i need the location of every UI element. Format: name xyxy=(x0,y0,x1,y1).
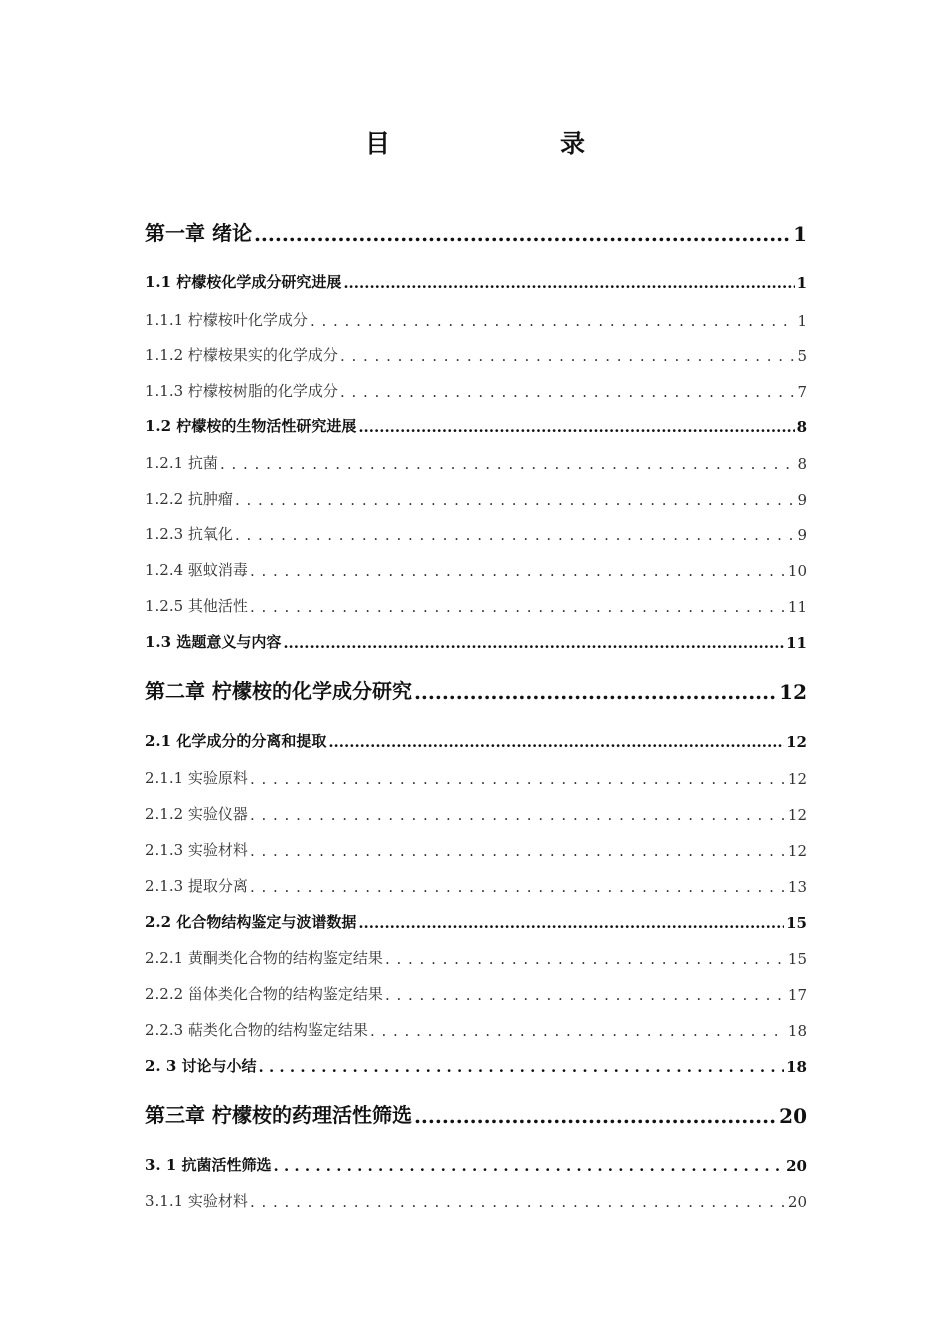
toc-dot-leader xyxy=(254,222,791,246)
toc-dot-leader xyxy=(250,806,786,824)
toc-entry-label: 1.1.3 柠檬桉树脂的化学成分 xyxy=(145,382,338,400)
toc-entry[interactable] xyxy=(145,270,807,292)
toc-entry[interactable] xyxy=(145,676,807,704)
toc-entry[interactable] xyxy=(145,414,807,436)
toc-entry-page-number: 1 xyxy=(793,222,807,246)
toc-entry[interactable] xyxy=(145,802,807,824)
toc-entry-label: 第一章 绪论 xyxy=(145,221,252,245)
toc-entry-page-number: 12 xyxy=(787,806,807,824)
toc-entry[interactable] xyxy=(145,1018,807,1040)
toc-entry-label: 2.2.1 黄酮类化合物的结构鉴定结果 xyxy=(145,949,383,967)
toc-entry-label: 1.2.1 抗菌 xyxy=(145,454,218,472)
toc-entry-label: 第二章 柠檬桉的化学成分研究 xyxy=(145,679,412,703)
toc-entry-label: 3. 1 抗菌活性筛选 xyxy=(145,1156,272,1174)
toc-dot-leader xyxy=(310,312,796,330)
toc-entry-label: 1.3 选题意义与内容 xyxy=(145,633,282,651)
toc-dot-leader xyxy=(250,1193,786,1211)
toc-entry-label: 2.1.2 实验仪器 xyxy=(145,805,248,823)
toc-entry[interactable] xyxy=(145,874,807,896)
toc-entry[interactable] xyxy=(145,1054,807,1076)
toc-entry-page-number: 9 xyxy=(797,491,807,509)
toc-dot-leader xyxy=(250,842,786,860)
toc-entry-page-number: 9 xyxy=(797,526,807,544)
toc-entry[interactable] xyxy=(145,910,807,932)
toc-entry-page-number: 18 xyxy=(787,1022,807,1040)
toc-dot-leader xyxy=(414,680,777,704)
toc-dot-leader xyxy=(370,1022,786,1040)
toc-dot-leader xyxy=(328,733,784,751)
toc-entry-page-number: 20 xyxy=(787,1193,807,1211)
toc-entry[interactable] xyxy=(145,522,807,544)
toc-entry-label: 1.2.2 抗肿瘤 xyxy=(145,490,233,508)
toc-dot-leader xyxy=(220,455,796,473)
toc-dot-leader xyxy=(250,770,786,788)
toc-entry-label: 2.2.2 甾体类化合物的结构鉴定结果 xyxy=(145,985,383,1003)
toc-entry[interactable] xyxy=(145,630,807,652)
toc-entry-label: 2.1 化学成分的分离和提取 xyxy=(145,732,327,750)
toc-entry-page-number: 1 xyxy=(797,312,807,330)
toc-entry-page-number: 12 xyxy=(787,770,807,788)
toc-entry-page-number: 1 xyxy=(796,274,807,292)
toc-entry[interactable] xyxy=(145,766,807,788)
toc-entry-label: 2.1.3 提取分离 xyxy=(145,877,248,895)
toc-dot-leader xyxy=(250,878,786,896)
toc-entry-label: 1.2 柠檬桉的生物活性研究进展 xyxy=(145,417,357,435)
toc-entry[interactable] xyxy=(145,1189,807,1211)
toc-entry[interactable] xyxy=(145,729,807,751)
toc-dot-leader xyxy=(340,383,796,401)
toc-entry-label: 2.1.3 实验材料 xyxy=(145,841,248,859)
toc-entry[interactable] xyxy=(145,982,807,1004)
toc-entry-page-number: 5 xyxy=(797,347,807,365)
toc-entry-label: 1.2.5 其他活性 xyxy=(145,597,248,615)
toc-entry[interactable] xyxy=(145,838,807,860)
toc-dot-leader xyxy=(259,1058,785,1076)
toc-entry-label: 2.2.3 萜类化合物的结构鉴定结果 xyxy=(145,1021,368,1039)
toc-entry[interactable] xyxy=(145,558,807,580)
toc-entry-label: 1.2.4 驱蚊消毒 xyxy=(145,561,248,579)
toc-entry-page-number: 15 xyxy=(786,914,807,932)
toc-entry[interactable] xyxy=(145,1153,807,1175)
toc-entry-page-number: 10 xyxy=(787,562,807,580)
toc-entry-page-number: 15 xyxy=(787,950,807,968)
toc-entry[interactable] xyxy=(145,946,807,968)
toc-entry-page-number: 18 xyxy=(786,1058,807,1076)
toc-dot-leader xyxy=(358,418,794,436)
toc-entry-page-number: 12 xyxy=(779,680,807,704)
toc-entry-label: 2.2 化合物结构鉴定与波谱数据 xyxy=(145,913,357,931)
toc-entry-page-number: 12 xyxy=(786,733,807,751)
toc-entry-page-number: 11 xyxy=(787,598,807,616)
toc-dot-leader xyxy=(343,274,794,292)
toc-entry-page-number: 20 xyxy=(779,1104,807,1128)
toc-entry-label: 第三章 柠檬桉的药理活性筛选 xyxy=(145,1103,412,1127)
toc-entry-page-number: 8 xyxy=(796,418,807,436)
toc-dot-leader xyxy=(385,950,786,968)
toc-entry[interactable] xyxy=(145,308,807,330)
toc-dot-leader xyxy=(283,634,784,652)
toc-entry-label: 1.1.2 柠檬桉果实的化学成分 xyxy=(145,346,338,364)
toc-entry[interactable] xyxy=(145,487,807,509)
toc-dot-leader xyxy=(250,598,786,616)
toc-entry-label: 2.1.1 实验原料 xyxy=(145,769,248,787)
toc-entry-page-number: 11 xyxy=(786,634,807,652)
toc-entry-label: 3.1.1 实验材料 xyxy=(145,1192,248,1210)
page-title: 目 录 xyxy=(364,129,625,158)
toc-entry[interactable] xyxy=(145,451,807,473)
toc-dot-leader xyxy=(250,562,786,580)
toc-entry-page-number: 8 xyxy=(797,455,807,473)
toc-dot-leader xyxy=(414,1104,777,1128)
toc-entry[interactable] xyxy=(145,594,807,616)
toc-entry-label: 2. 3 讨论与小结 xyxy=(145,1057,257,1075)
toc-dot-leader xyxy=(340,347,796,365)
toc-entry-label: 1.1.1 柠檬桉叶化学成分 xyxy=(145,311,308,329)
toc-entry-label: 1.1 柠檬桉化学成分研究进展 xyxy=(145,273,342,291)
toc-entry[interactable] xyxy=(145,379,807,401)
toc-entry-page-number: 7 xyxy=(797,383,807,401)
toc-entry-page-number: 20 xyxy=(786,1157,807,1175)
toc-dot-leader xyxy=(385,986,786,1004)
toc-dot-leader xyxy=(358,914,784,932)
toc-dot-leader xyxy=(235,491,796,509)
toc-dot-leader xyxy=(274,1157,785,1175)
toc-entry-label: 1.2.3 抗氧化 xyxy=(145,525,233,543)
toc-entry[interactable] xyxy=(145,343,807,365)
toc-dot-leader xyxy=(235,526,796,544)
toc-entry-page-number: 13 xyxy=(787,878,807,896)
toc-entry-page-number: 12 xyxy=(787,842,807,860)
toc-entry[interactable] xyxy=(145,218,807,246)
toc-entry[interactable] xyxy=(145,1100,807,1128)
toc-entry-page-number: 17 xyxy=(787,986,807,1004)
